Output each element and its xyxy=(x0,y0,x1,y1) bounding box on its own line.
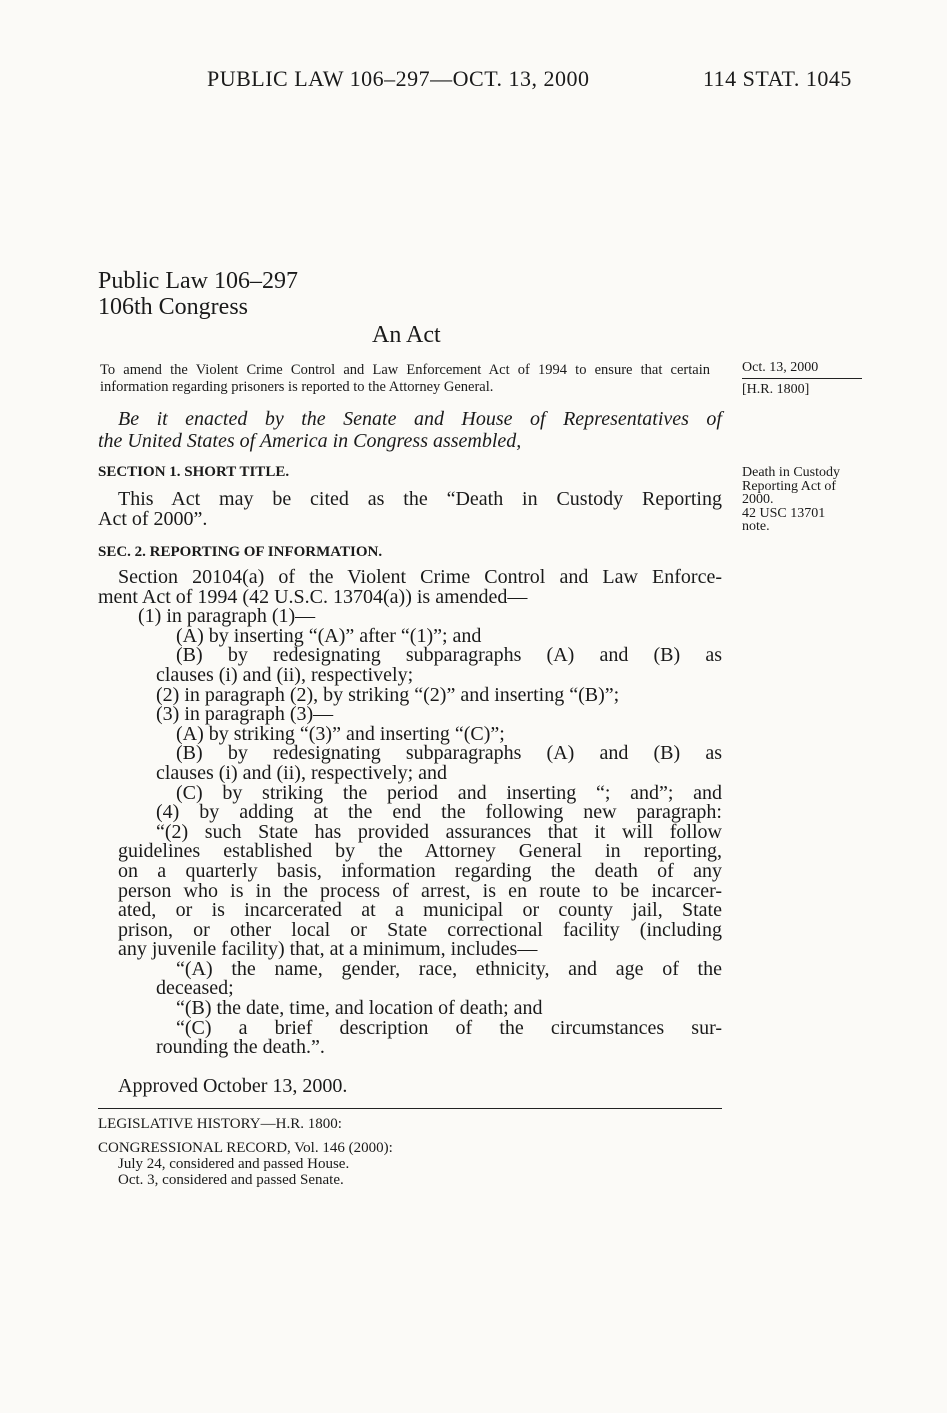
section-2-line: rounding the death.”. xyxy=(156,1036,325,1059)
congressional-record: CONGRESSIONAL RECORD, Vol. 146 (2000): xyxy=(98,1140,393,1156)
section-2-line: “(C) a brief description of the circumstances sur- xyxy=(176,1016,722,1039)
section-2-line: (B) by redesignating subparagraphs (A) and (B) as xyxy=(176,644,722,667)
legislative-history xyxy=(98,1116,393,1188)
section-2-line: “(2) such State has provided assurances that it will follow xyxy=(156,820,722,843)
section-2-line: prison, or other local or State correctional facility (including xyxy=(118,918,722,941)
margin-note-line: Reporting Act of xyxy=(742,478,837,494)
section-2-line: Section 20104(a) of the Violent Crime Control and Law Enforce- xyxy=(118,566,722,588)
section-2-line: ated, or is incarcerated at a municipal or county jail, State xyxy=(118,899,722,922)
section-2-line: (2) in paragraph (2), by striking “(2)” and inserting “(B)”; xyxy=(156,683,620,706)
approval-statement: Approved October 13, 2000. xyxy=(118,1075,348,1097)
section-2-line: (4) by adding at the end the following new paragraph: xyxy=(156,801,722,824)
history-title: LEGISLATIVE HISTORY—H.R. 1800: xyxy=(98,1116,342,1132)
history-entry: Oct. 3, considered and passed Senate. xyxy=(118,1172,344,1188)
section-2-line: (A) by inserting “(A)” after “(1)”; and xyxy=(176,624,482,647)
margin-note-line: 42 USC 13701 xyxy=(742,505,826,521)
section-2-line: on a quarterly basis, information regarding the death of any xyxy=(118,859,722,882)
margin-note-line: note. xyxy=(742,519,770,534)
section-2-line: (1) in paragraph (1)— xyxy=(138,605,316,628)
section-2-line: (C) by striking the period and inserting “; and”; and xyxy=(176,781,722,804)
congress-number: 106th Congress xyxy=(98,294,248,320)
margin-note-short-title xyxy=(742,466,882,534)
section-1-line: This Act may be cited as the “Death in Custody Reporting xyxy=(118,488,722,510)
section-1-line: Act of 2000”. xyxy=(98,507,208,530)
section-2-line: “(A) the name, gender, race, ethnicity, and age of the xyxy=(176,957,722,980)
section-2-line: (A) by striking “(3)” and inserting “(C)”; xyxy=(176,722,505,745)
margin-note-line: Death in Custody xyxy=(742,465,840,480)
enacting-clause xyxy=(98,408,722,452)
running-head-left: PUBLIC LAW 106–297—OCT. 13, 2000 xyxy=(207,66,590,91)
section-2-line: “(B) the date, time, and location of death; and xyxy=(176,997,543,1020)
public-law-number: Public Law 106–297 xyxy=(98,268,298,294)
bill-number: [H.R. 1800] xyxy=(742,382,810,397)
history-entry: July 24, considered and passed House. xyxy=(118,1156,350,1172)
section-2-text xyxy=(98,568,722,1058)
section-2-line: ment Act of 1994 (42 U.S.C. 13704(a)) is amended— xyxy=(98,585,528,608)
enacting-line: the United States of America in Congress assembled, xyxy=(98,430,522,452)
approval-date: Oct. 13, 2000 xyxy=(742,360,862,379)
section-1-text xyxy=(98,490,722,529)
section-2-line: (3) in paragraph (3)— xyxy=(156,703,334,726)
enacting-line: Be it enacted by the Senate and House of Representatives of xyxy=(118,408,722,430)
section-2-line: clauses (i) and (ii), respectively; and xyxy=(156,761,447,784)
margin-note-line: 2000. xyxy=(742,492,774,507)
section-2-line: any juvenile facility) that, at a minimum, includes— xyxy=(118,938,538,961)
section-1-heading: SECTION 1. SHORT TITLE. xyxy=(98,464,290,480)
section-2-line: deceased; xyxy=(156,977,234,1000)
section-2-line: guidelines established by the Attorney General in reporting, xyxy=(118,840,722,863)
margin-date-box xyxy=(742,360,862,398)
history-divider xyxy=(98,1108,722,1109)
running-head-right: 114 STAT. 1045 xyxy=(703,66,852,91)
section-2-heading: SEC. 2. REPORTING OF INFORMATION. xyxy=(98,544,383,560)
section-2-line: clauses (i) and (ii), respectively; xyxy=(156,663,414,686)
act-heading: An Act xyxy=(372,322,441,348)
section-2-line: (B) by redesignating subparagraphs (A) and (B) as xyxy=(176,742,722,765)
section-2-line: person who is in the process of arrest, is en route to be incarcer- xyxy=(118,879,722,902)
purpose-clause: To amend the Violent Crime Control and Law Enforcement Act of 1994 to ensure that certain information regarding prisoners is reported to the Attorney General. xyxy=(100,362,710,395)
